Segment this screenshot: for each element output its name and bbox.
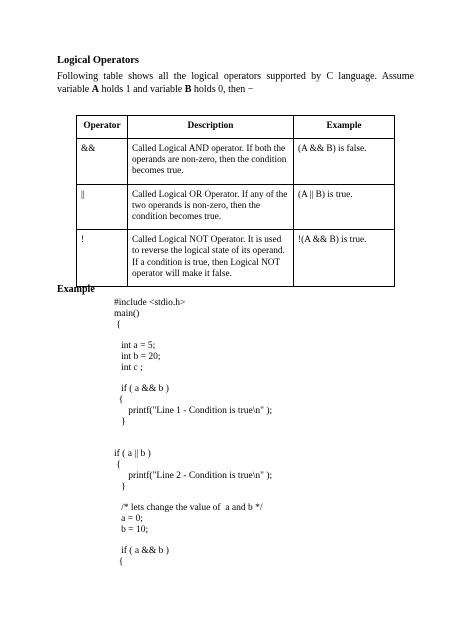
code-line: a = 0; <box>114 513 143 524</box>
description-cell: Called Logical AND operator. If both the operands are non-zero, then the condition becomes true. <box>128 139 294 185</box>
code-line: /* lets change the value of a and b */ <box>114 503 263 514</box>
code-line <box>114 438 272 449</box>
code-line: { <box>114 557 124 568</box>
code-line: { <box>114 459 121 470</box>
code-line <box>114 330 272 341</box>
header-description: Description <box>128 116 294 139</box>
code-line: if ( a && b ) <box>114 546 169 557</box>
code-line: { <box>114 319 121 330</box>
operators-table <box>76 115 395 287</box>
code-line: if ( a && b ) <box>114 384 169 395</box>
example-heading: Example <box>57 284 95 295</box>
description-cell: Called Logical OR Operator. If any of the two operands is non-zero, then the condition becomes true. <box>128 184 294 230</box>
code-line: b = 10; <box>114 524 149 535</box>
operator-cell: && <box>77 139 128 185</box>
code-line: int c ; <box>114 362 143 373</box>
code-line: int a = 5; <box>114 341 156 352</box>
code-line: main() <box>114 308 140 319</box>
code-line: } <box>114 416 126 427</box>
table-row <box>77 184 395 230</box>
operator-cell: ! <box>77 230 128 287</box>
code-line <box>114 428 272 439</box>
code-line <box>114 374 272 385</box>
code-block <box>114 298 272 568</box>
variable-b: B <box>184 83 192 95</box>
section-heading: Logical Operators <box>57 55 139 66</box>
header-operator: Operator <box>77 116 128 139</box>
code-line: printf("Line 1 - Condition is true\n" ); <box>114 405 273 416</box>
table-header-row <box>77 116 395 139</box>
code-line: if ( a || b ) <box>114 449 151 460</box>
example-cell: (A || B) is true. <box>294 184 395 230</box>
table-row <box>77 230 395 287</box>
intro-line-1: Following table shows all the logical operators supported by C language. Assume <box>57 71 414 82</box>
code-line <box>114 492 272 503</box>
intro-paragraph <box>57 71 414 96</box>
header-example: Example <box>294 116 395 139</box>
intro-line-2 <box>57 84 253 95</box>
intro-text: variable <box>57 83 92 95</box>
code-line: #include <stdio.h> <box>114 298 186 308</box>
code-line: printf("Line 2 - Condition is true\n" ); <box>114 470 273 481</box>
code-line <box>114 536 272 547</box>
example-cell: !(A && B) is true. <box>294 230 395 287</box>
example-cell: (A && B) is false. <box>294 139 395 185</box>
table-row <box>77 139 395 185</box>
variable-a: A <box>91 83 99 95</box>
intro-text: holds 0, then − <box>191 83 254 95</box>
code-line: } <box>114 481 126 492</box>
code-line: int b = 20; <box>114 351 161 362</box>
intro-text: holds 1 and variable <box>98 83 185 95</box>
description-cell: Called Logical NOT Operator. It is used to reverse the logical state of its operand. If a condition is true, then Logical NOT operator will make it false. <box>128 230 294 287</box>
operator-cell: || <box>77 184 128 230</box>
code-line: { <box>114 395 124 406</box>
